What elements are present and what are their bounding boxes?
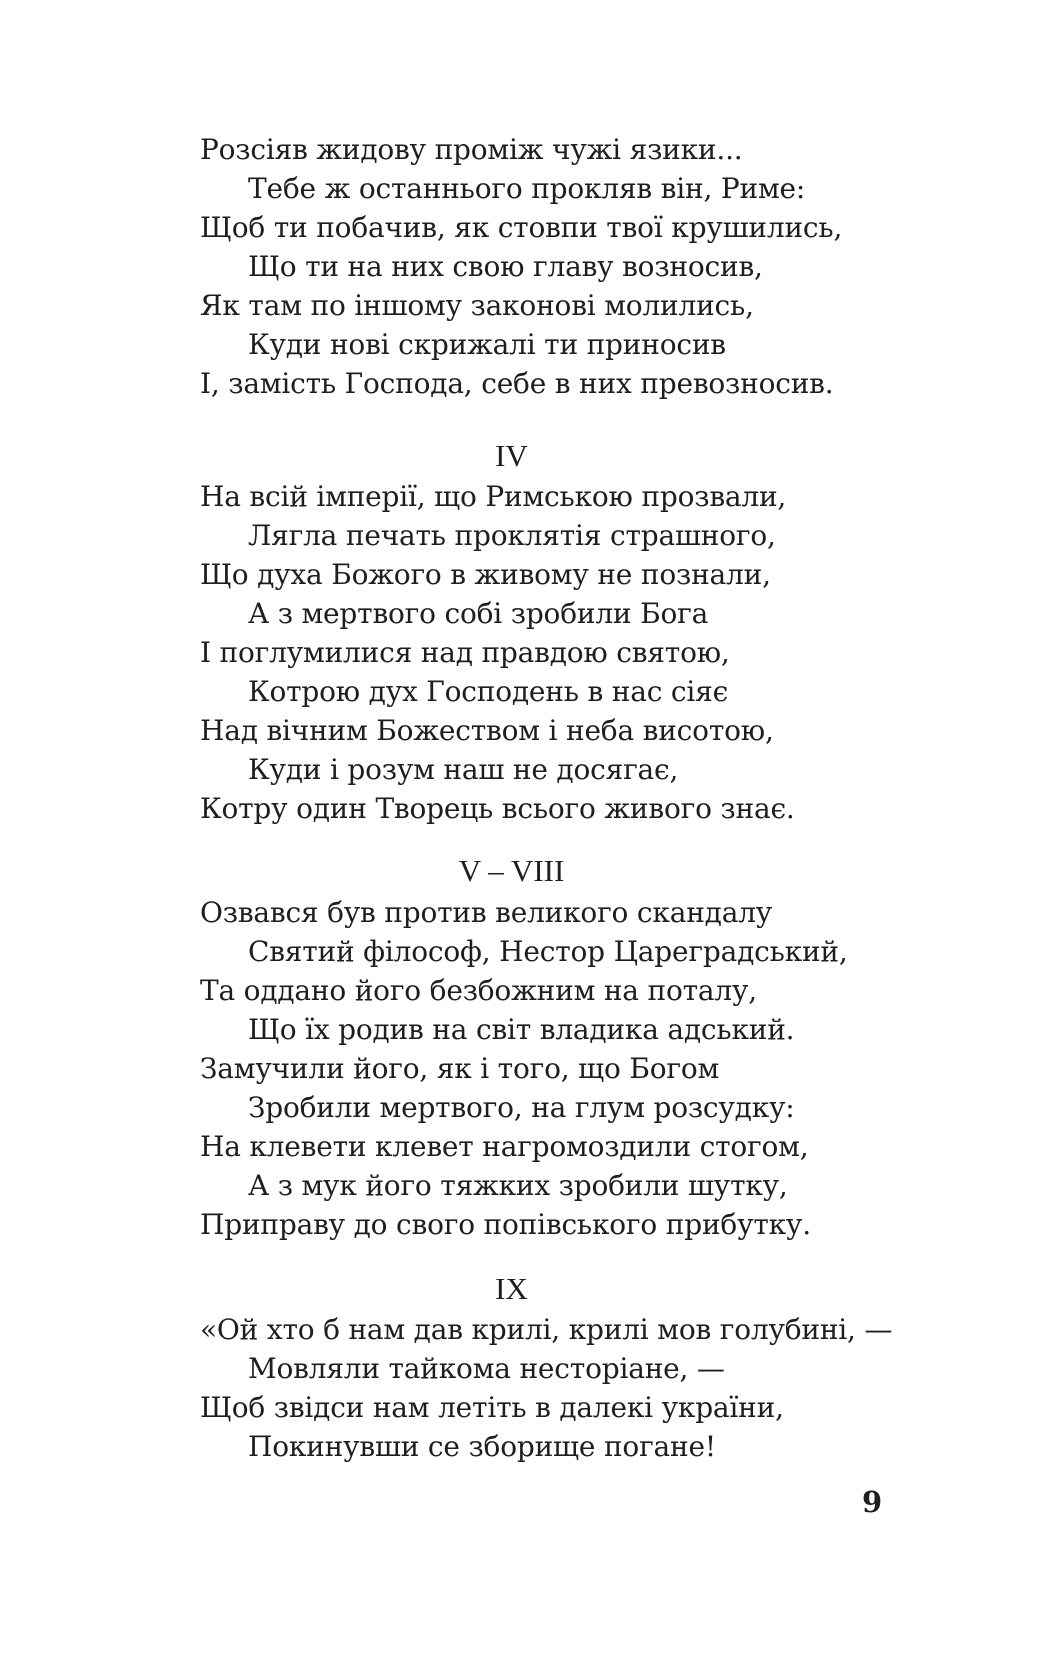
verse-line: Котрою дух Господень в нас сіяє bbox=[248, 675, 729, 708]
verse-line: Замучили його, як і того, що Богом bbox=[200, 1052, 720, 1085]
page-number: 9 bbox=[862, 1485, 883, 1519]
verse-line: Тебе ж останнього прокляв він, Риме: bbox=[248, 172, 806, 205]
section-heading-iv: IV bbox=[495, 438, 528, 473]
verse-line: Що їх родив на світ владика адський. bbox=[248, 1013, 795, 1046]
verse-line: А з мертвого собі зробили Бога bbox=[248, 597, 709, 630]
verse-line: Що духа Божого в живому не познали, bbox=[200, 558, 771, 591]
verse-line: Покинувши се зборище погане! bbox=[248, 1430, 716, 1463]
verse-line: Як там по іншому законові молились, bbox=[200, 289, 754, 322]
verse-line: Куди нові скрижалі ти приносив bbox=[248, 328, 726, 361]
verse-line: Щоб звідси нам летіть в далекі україни, bbox=[200, 1391, 784, 1424]
verse-line: Що ти на них свою главу возносив, bbox=[248, 250, 763, 283]
verse-line: Та оддано його безбожним на поталу, bbox=[200, 974, 757, 1007]
stanza-ix bbox=[200, 1310, 960, 1466]
verse-line: А з мук його тяжких зробили шутку, bbox=[248, 1169, 788, 1202]
verse-line: Над вічним Божеством і неба висотою, bbox=[200, 714, 774, 747]
verse-line: Мовляли тайкома несторіане, — bbox=[248, 1352, 725, 1385]
verse-line: На клевети клевет нагромоздили стогом, bbox=[200, 1130, 809, 1163]
verse-line: Лягла печать проклятія страшного, bbox=[248, 519, 776, 552]
stanza-v-viii bbox=[200, 893, 960, 1244]
verse-line: На всій імперії, що Римською прозвали, bbox=[200, 480, 787, 513]
section-heading-ix: IX bbox=[495, 1271, 528, 1306]
stanza-iv bbox=[200, 477, 960, 828]
verse-line: І поглумилися над правдою святою, bbox=[200, 636, 730, 669]
verse-line: Озвався був против великого скандалу bbox=[200, 896, 773, 929]
verse-line: «Ой хто б нам дав крилі, крилі мов голубині, — bbox=[200, 1313, 893, 1346]
verse-line: Щоб ти побачив, як стовпи твої крушились, bbox=[200, 211, 843, 244]
verse-line: Розсіяв жидову проміж чужі язики... bbox=[200, 133, 743, 166]
verse-line: Куди і розум наш не досягає, bbox=[248, 753, 679, 786]
verse-line: Зробили мертвого, на глум розсудку: bbox=[248, 1091, 795, 1124]
verse-line: Котру один Творець всього живого знає. bbox=[200, 792, 795, 825]
verse-line: Святий філософ, Нестор Цареградський, bbox=[248, 935, 848, 968]
verse-line: І, замість Господа, себе в них превозносив. bbox=[200, 367, 834, 400]
stanza-continuation bbox=[200, 130, 960, 403]
verse-line: Приправу до свого попівського прибутку. bbox=[200, 1208, 811, 1241]
section-heading-v-viii: V – VIII bbox=[458, 853, 565, 888]
